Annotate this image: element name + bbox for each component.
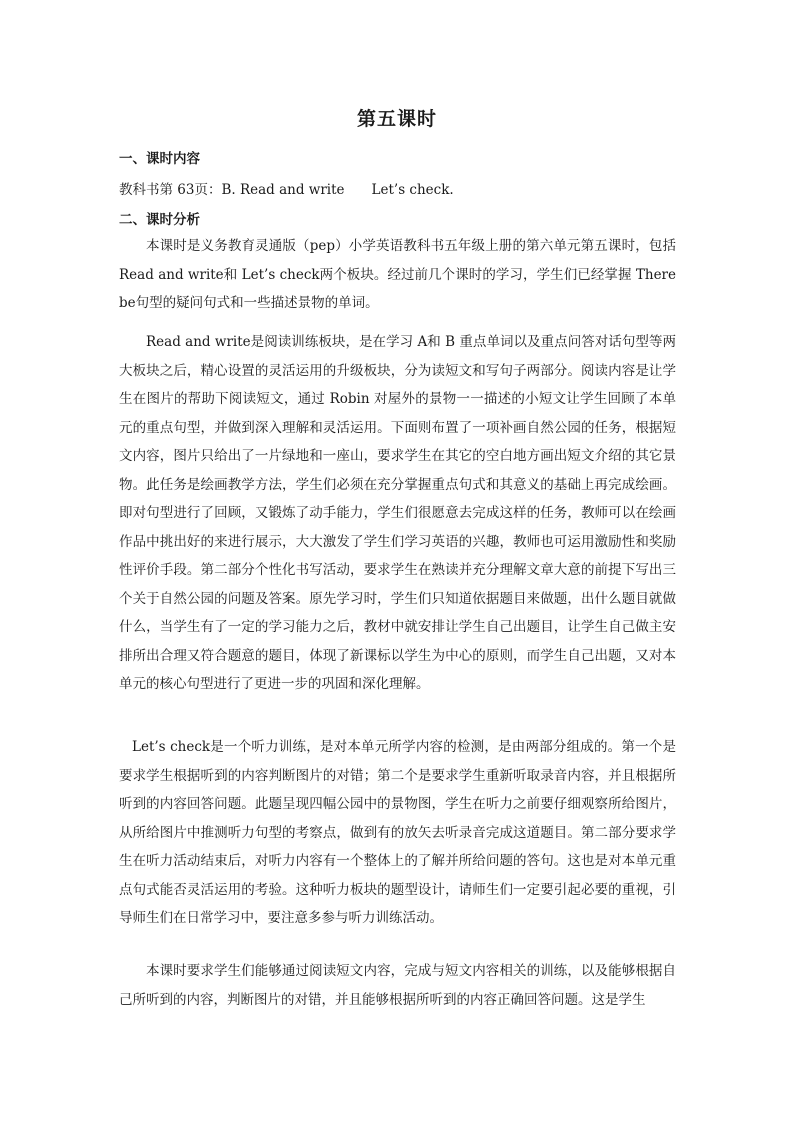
lesson-content-text: 教科书第 63页：B. Read and write Let’s check. bbox=[119, 182, 454, 198]
analysis-paragraph-3: Let’s check是一个听力训练，是对本单元所学内容的检测，是由两部分组成的。第一个是要求学生根据听到的内容判断图片的对错；第二个是要求学生重新听取录音内容，并且根据所听到的内容回答问题。此题呈现四幅公园中的景物图，学生在听力之前要仔细观察所给图片，从所给图片中推测听力句型的考察点，做到有的放矢去听录音完成这道题目。第二部分要求学生在听力活动结束后，对听力内容有一个整体上的了解并所给问题的答句。这也是对本单元重点句式能否灵活运用的考验。这种听力板块的题型设计，请师生们一定要引起必要的重视，引导师生们在日常学习中，要注意多参与听力训练活动。 bbox=[119, 739, 676, 926]
analysis-paragraph-1: 本课时是义务教育灵通版（pep）小学英语教科书五年级上册的第六单元第五课时，包括 Read and write和 Let’s check两个板块。经过前几个课时的学习，学生们已经掌握 There be句型的疑问句式和一些描述景物的单词。 bbox=[119, 238, 676, 311]
analysis-paragraph-2: Read and write是阅读训练板块，是在学习 A和 B 重点单词以及重点问答对话句型等两大板块之后，精心设置的灵活运用的升级板块，分为读短文和写句子两部分。阅读内容是让学生在图片的帮助下阅读短文，通过 Robin 对屋外的景物一一描述的小短文让学生回顾了本单元的重点句型，并做到深入理解和灵活运用。下面则布置了一项补画自然公园的任务，根据短文内容，图片只给出了一片绿地和一座山，要求学生在其它的空白地方画出短文介绍的其它景物。此任务是绘画教学方法，学生们必须在充分掌握重点句式和其意义的基础上再完成绘画。即对句型进行了回顾，又锻炼了动手能力，学生们很愿意去完成这样的任务，教师可以在绘画作品中挑出好的来进行展示，大大激发了学生们学习英语的兴趣，教师也可运用激励性和奖励性评价手段。第二部分个性化书写活动，要求学生在熟读并充分理解文章大意的前提下写出三个关于自然公园的问题及答案。原先学习时，学生们只知道依据题目来做题，出什么题目就做什么，当学生有了一定的学习能力之后，教材中就安排让学生自己出题目，让学生自己做主安排所出合理又符合题意的题目，体现了新课标以学生为中心的原则，而学生自己出题，又对本单元的核心句型进行了更进一步的巩固和深化理解。 bbox=[119, 334, 676, 692]
analysis-paragraph-4: 本课时要求学生们能够通过阅读短文内容，完成与短文内容相关的训练，以及能够根据自己所听到的内容，判断图片的对错，并且能够根据所听到的内容正确回答问题。这是学生 bbox=[119, 963, 676, 1008]
section-heading-lesson-content: 一、课时内容 bbox=[119, 151, 200, 167]
section-heading-lesson-analysis: 二、课时分析 bbox=[119, 212, 200, 228]
page-title: 第五课时 bbox=[356, 108, 437, 130]
